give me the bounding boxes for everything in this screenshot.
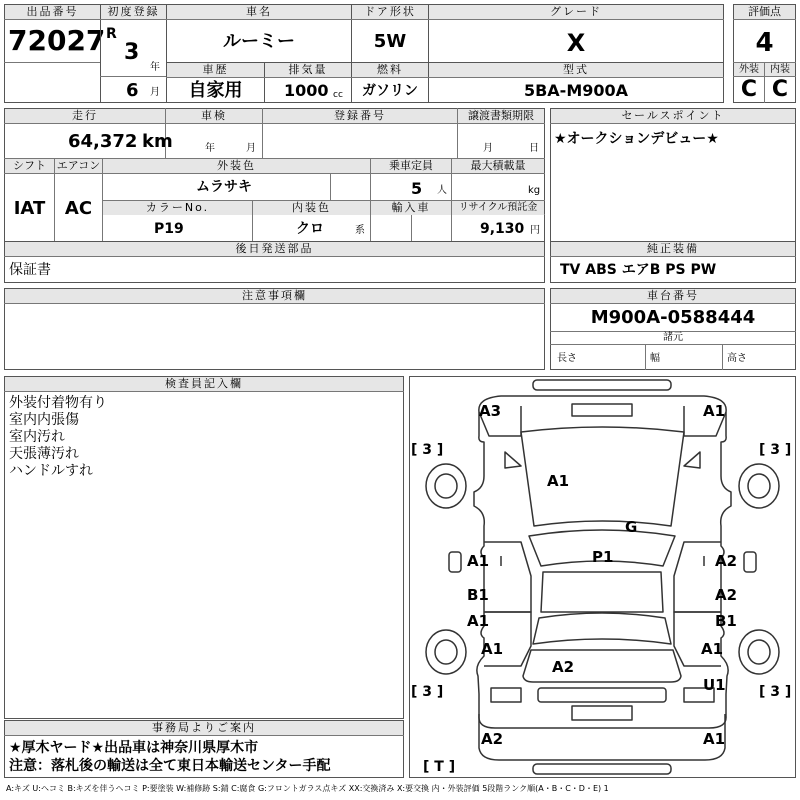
later-parts-label: 後日発送部品 (5, 242, 544, 256)
mark-b1-right: B1 (715, 612, 737, 630)
color-no: P19 (154, 221, 184, 237)
exterior-grade: C (740, 77, 758, 102)
reg-month-unit: 月 (150, 87, 160, 98)
inspector-line: 外装付着物有り (9, 395, 107, 411)
color-no-label: カラーNo. (103, 201, 252, 215)
inspector-line: ハンドルすれ (9, 463, 93, 479)
reg-month: 6 (126, 80, 139, 101)
inspector-line: 天張薄汚れ (9, 446, 79, 462)
inspection-label: 車検 (166, 109, 262, 123)
length-label: 長さ (557, 353, 577, 364)
mark-a3-front-left: A3 (479, 402, 502, 420)
interior-grade: C (771, 77, 789, 102)
door-type: 5W (373, 31, 407, 52)
spec-label: 諸元 (663, 332, 683, 343)
interior-label: 内装 (765, 63, 795, 76)
recycle-label: リサイクル預託金 (452, 201, 544, 215)
history-label: 車歴 (167, 63, 264, 77)
capacity-unit: 人 (437, 185, 447, 196)
shift: IAT (13, 198, 46, 219)
lot-number-label: 出品番号 (5, 5, 100, 19)
shift-label: シフト (5, 159, 54, 173)
displacement: 1000 (284, 81, 329, 100)
door-label: ドア形状 (352, 5, 428, 19)
ext-color: ムラサキ (196, 179, 252, 195)
office-label: 事務局よりご案内 (5, 721, 403, 735)
int-color-unit: 系 (355, 225, 365, 236)
mileage-label: 走行 (5, 109, 165, 123)
tire-front-right: [ 3 ] (759, 442, 792, 458)
car-name-label: 車名 (167, 5, 351, 19)
grade-label: グレード (429, 5, 723, 19)
score: 4 (755, 28, 774, 58)
tire-spare: [ T ] (423, 759, 456, 775)
int-color: クロ (296, 221, 324, 237)
legend: A:キズ U:ヘコミ B:キズを伴うヘコミ P:要塗装 W:補修跡 S:錆 C:腐食 G:フロントガラス点キズ XX:交換済み X:要交換 内・外装評価 5段階ランク順(A・B・C・D・E) 1 (6, 784, 609, 793)
tire-rear-right: [ 3 ] (759, 684, 792, 700)
import-label: 輸入車 (371, 201, 451, 215)
sales-point-label: セールスポイント (551, 109, 795, 123)
notes-label: 注意事項欄 (5, 289, 544, 303)
mark-a1-left-3: A1 (481, 640, 504, 658)
later-parts: 保証書 (9, 262, 51, 278)
displacement-label: 排気量 (265, 63, 351, 77)
reg-year-unit: 年 (150, 62, 160, 73)
mark-a2-right-2: A2 (715, 586, 738, 604)
ext-color-label: 外装色 (103, 159, 370, 173)
mark-u1: U1 (703, 676, 726, 694)
payload-label: 最大積載量 (452, 159, 544, 173)
transfer-day-unit: 日 (529, 143, 539, 154)
capacity-label: 乗車定員 (371, 159, 451, 173)
mark-p1: P1 (592, 548, 614, 566)
chassis-label: 車台番号 (551, 289, 795, 303)
tire-rear-left: [ 3 ] (411, 684, 444, 700)
mark-a2-trunk: A2 (552, 658, 575, 676)
fuel: ガソリン (362, 83, 418, 99)
mark-b1-left: B1 (467, 586, 489, 604)
mark-a1-front-right: A1 (703, 402, 726, 420)
sales-point: ★オークションデビュー★ (554, 131, 719, 147)
fuel-label: 燃料 (352, 63, 428, 77)
car-diagram (409, 376, 796, 778)
office-line-1: ★厚木ヤード★出品車は神奈川県厚木市 (9, 740, 259, 756)
displacement-unit: cc (333, 90, 343, 100)
model-label: 型式 (429, 63, 723, 77)
office-line-2: 注意：落札後の輸送は全て東日本輸送センター手配 (9, 758, 331, 774)
details-block (4, 108, 545, 242)
era: R (106, 26, 117, 42)
reg-no-label: 登録番号 (263, 109, 457, 123)
mark-a1-left-1: A1 (467, 552, 490, 570)
recycle-unit: 円 (530, 225, 540, 236)
tire-front-left: [ 3 ] (411, 442, 444, 458)
int-color-label: 内装色 (253, 201, 370, 215)
mark-a2-right-1: A2 (715, 552, 738, 570)
mark-hood: A1 (547, 472, 570, 490)
ac-label: エアコン (56, 159, 101, 172)
inspection-month-unit: 月 (246, 143, 256, 154)
width-label: 幅 (650, 353, 660, 364)
lot-number: 72027 (8, 24, 106, 57)
capacity: 5 (411, 179, 423, 198)
reg-year: 3 (124, 40, 140, 65)
equipment-label: 純正装備 (551, 242, 795, 256)
sales-point-cell (550, 108, 796, 242)
payload-unit: kg (528, 185, 541, 196)
mark-a1-left-2: A1 (467, 612, 490, 630)
inspection-year-unit: 年 (205, 143, 215, 154)
score-label: 評価点 (734, 5, 795, 19)
inspector-label: 検査員記入欄 (5, 377, 403, 391)
air-conditioner: AC (64, 198, 93, 219)
mark-a2-back-left: A2 (481, 730, 504, 748)
grade: X (566, 29, 586, 57)
inspector-line: 室内内張傷 (9, 412, 79, 428)
mileage: 64,372 (68, 131, 138, 152)
inspector-notes (9, 395, 107, 480)
equipment: TV ABS エアB PS PW (560, 262, 717, 278)
mark-a1-right-3: A1 (701, 640, 724, 658)
recycle-fee: 9,130 (480, 221, 525, 237)
inspector-line: 室内汚れ (9, 429, 65, 445)
model-code: 5BA-M900A (523, 81, 629, 100)
mileage-unit: km (142, 131, 173, 152)
history: 自家用 (188, 80, 243, 101)
chassis-number: M900A-0588444 (590, 307, 756, 328)
mark-a1-back-right: A1 (703, 730, 726, 748)
transfer-month-unit: 月 (483, 143, 493, 154)
mark-g: G (625, 518, 638, 536)
exterior-label: 外装 (734, 63, 764, 76)
car-name: ルーミー (223, 31, 295, 52)
height-label: 高さ (727, 353, 747, 364)
first-reg-label: 初度登録 (101, 5, 166, 19)
transfer-label: 譲渡書類期限 (458, 109, 544, 123)
